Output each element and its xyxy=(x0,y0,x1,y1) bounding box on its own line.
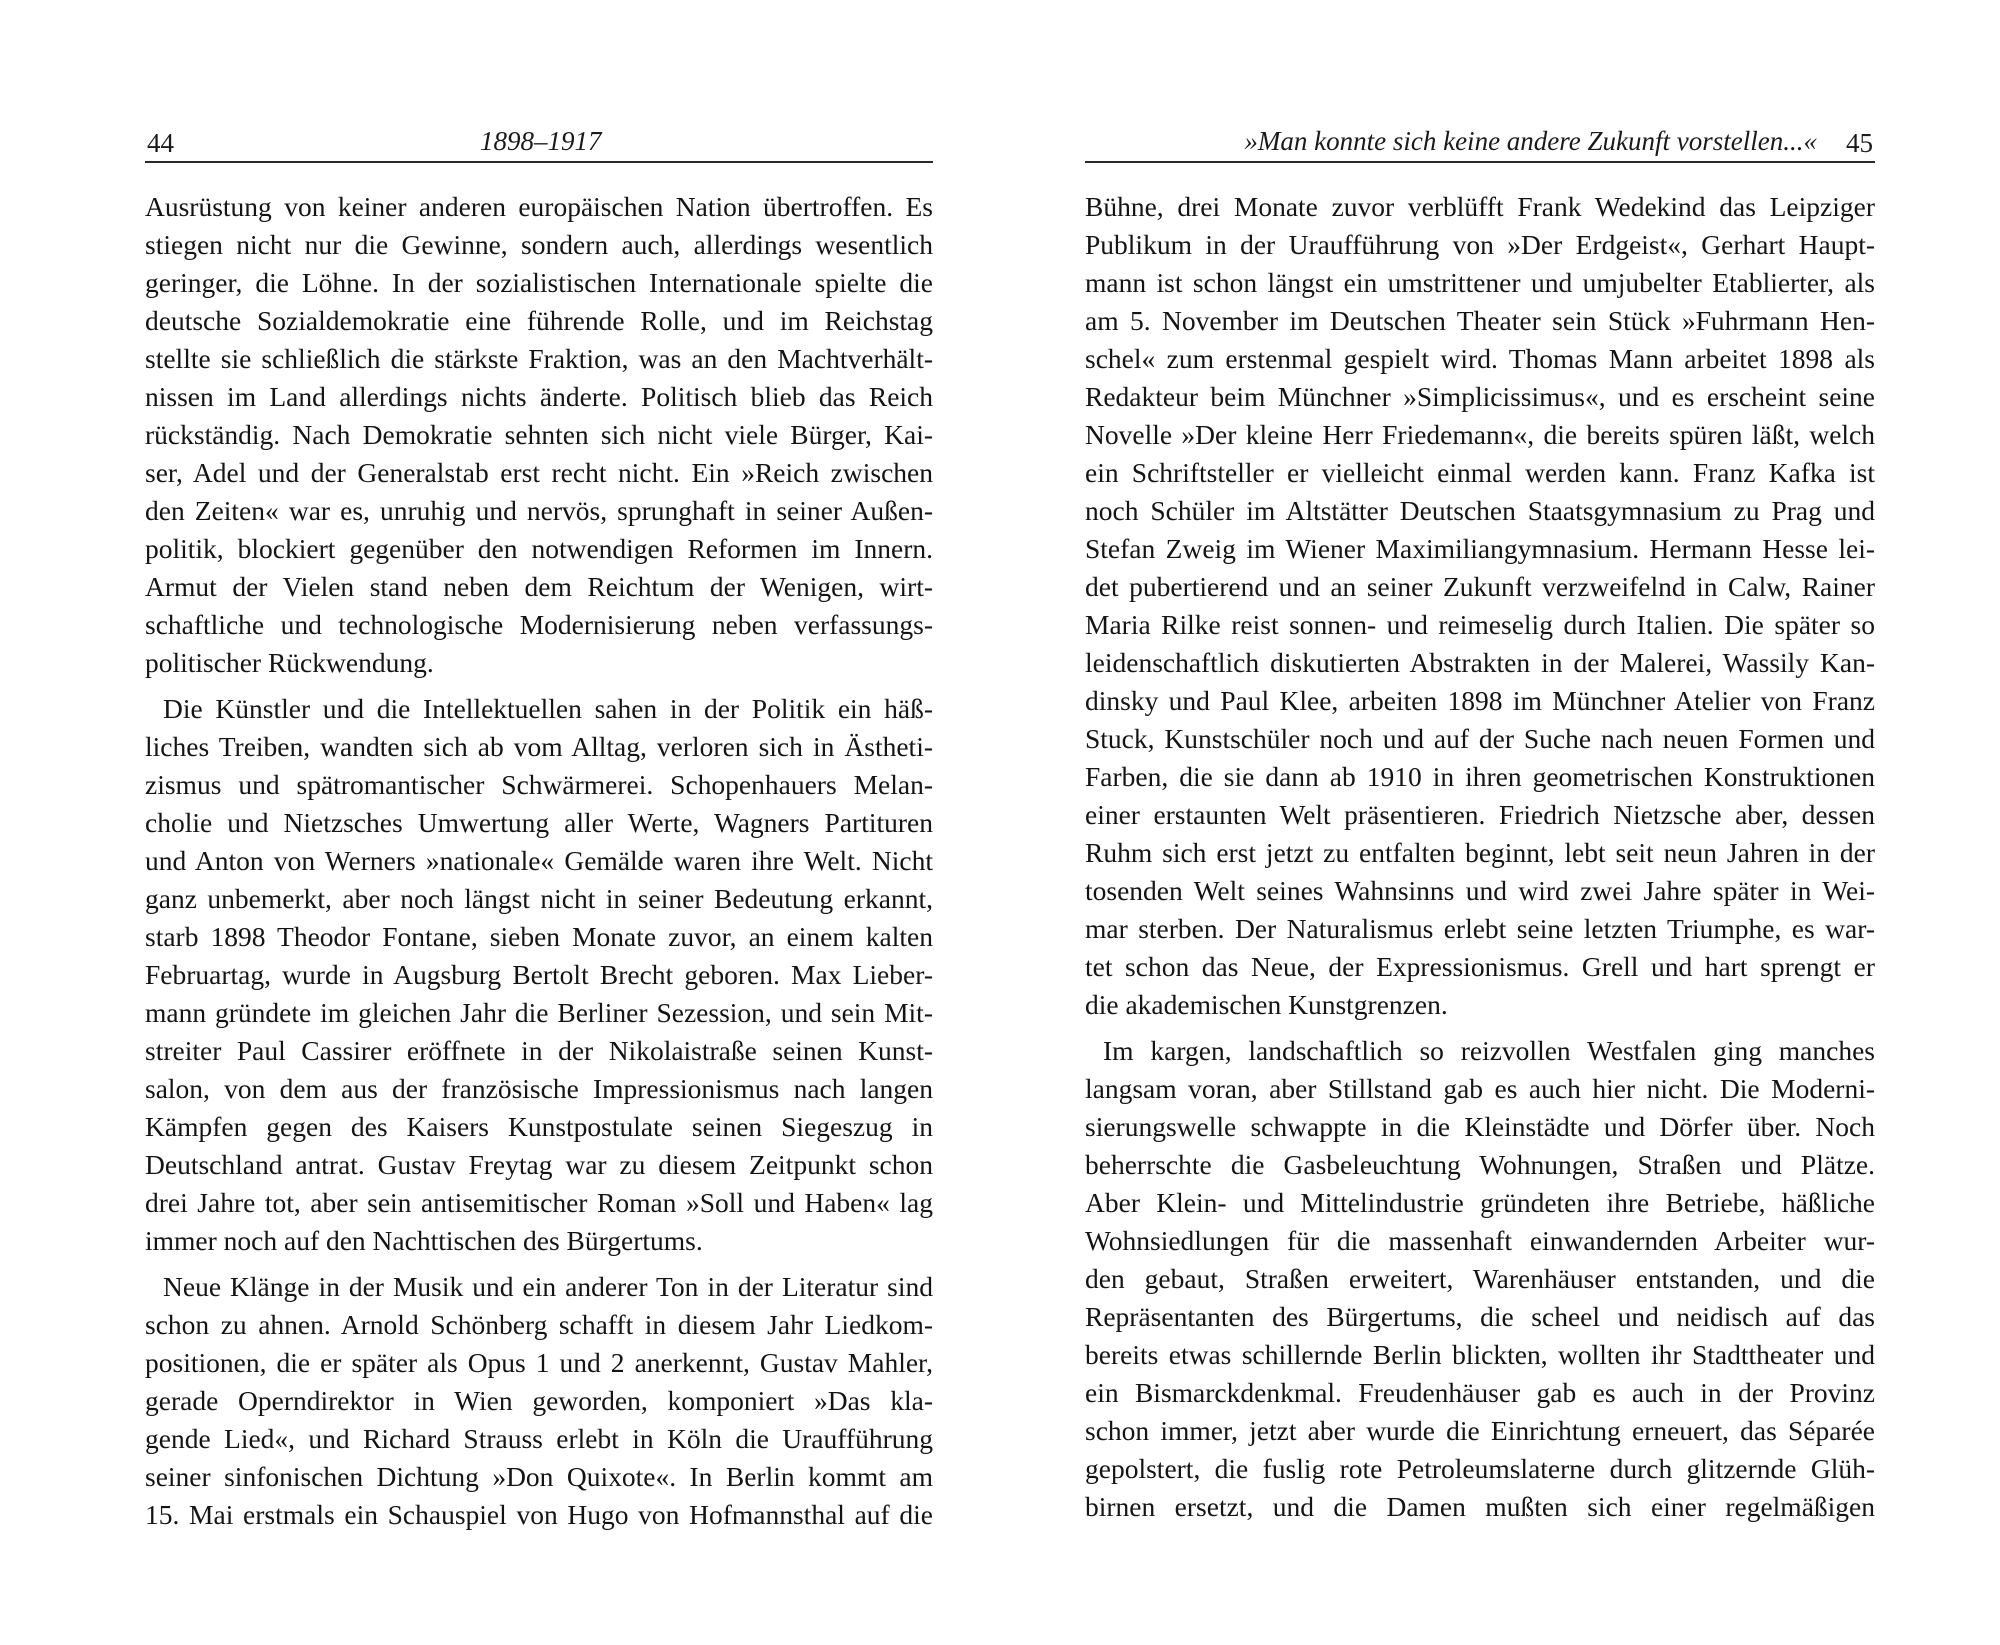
text-line: Armut der Vielen stand neben dem Reichtum der Wenigen, wirt- xyxy=(145,571,933,602)
text-line: Neue Klänge in der Musik und ein anderer Ton in der Literatur sind xyxy=(163,1271,933,1302)
text-line: dinsky und Paul Klee, arbeiten 1898 im Münchner Atelier von Franz xyxy=(1085,685,1875,716)
text-line: deutsche Sozialdemokratie eine führende Rolle, und im Reichstag xyxy=(145,305,933,336)
text-line: Wohnsiedlungen für die massenhaft einwandernden Arbeiter wur- xyxy=(1085,1225,1875,1256)
text-line: Kämpfen gegen des Kaisers Kunstpostulate seinen Siegeszug in xyxy=(145,1111,933,1142)
text-line: rückständig. Nach Demokratie sehnten sich nicht viele Bürger, Kai- xyxy=(145,419,933,450)
text-line: ganz unbemerkt, aber noch längst nicht in seiner Bedeutung erkannt, xyxy=(145,883,933,914)
text-line: mar sterben. Der Naturalismus erlebt seine letzten Triumphe, es war- xyxy=(1085,913,1875,944)
right-page xyxy=(1085,0,1875,1645)
text-line: cholie und Nietzsches Umwertung aller Werte, Wagners Partituren xyxy=(145,807,933,838)
left-page-header xyxy=(145,126,933,164)
text-line: bereits etwas schillernde Berlin blickten, wollten ihr Stadttheater und xyxy=(1085,1339,1875,1370)
text-line: Redakteur beim Münchner »Simplicissimus«, und es erscheint seine xyxy=(1085,381,1875,412)
paragraph-gap xyxy=(145,682,933,690)
text-line: Stefan Zweig im Wiener Maximiliangymnasium. Hermann Hesse lei- xyxy=(1085,533,1875,564)
text-line: politischer Rückwendung. xyxy=(145,647,434,678)
text-line: noch Schüler im Altstätter Deutschen Staatsgymnasium zu Prag und xyxy=(1085,495,1875,526)
text-line: Februartag, wurde in Augsburg Bertolt Brecht geboren. Max Lieber- xyxy=(145,959,933,990)
text-line: seiner sinfonischen Dichtung »Don Quixote«. In Berlin kommt am xyxy=(145,1461,933,1492)
text-line: immer noch auf den Nachttischen des Bürgertums. xyxy=(145,1225,703,1256)
text-line: ein Bismarckdenkmal. Freudenhäuser gab es auch in der Provinz xyxy=(1085,1377,1875,1408)
text-line: Novelle »Der kleine Herr Friedemann«, die bereits spüren läßt, welch xyxy=(1085,419,1875,450)
text-line: leidenschaftlich diskutierten Abstrakten in der Malerei, Wassily Kan- xyxy=(1085,647,1875,678)
left-page-number: 44 xyxy=(147,128,174,158)
left-header-rule xyxy=(145,161,933,163)
text-line: liches Treiben, wandten sich ab vom Alltag, verloren sich in Ästheti- xyxy=(145,731,933,762)
right-header-rule xyxy=(1085,161,1875,163)
text-line: einer erstaunten Welt präsentieren. Friedrich Nietzsche aber, dessen xyxy=(1085,799,1875,830)
text-line: langsam voran, aber Stillstand gab es auch hier nicht. Die Moderni- xyxy=(1085,1073,1875,1104)
right-page-header xyxy=(1085,126,1875,164)
text-line: gepolstert, die fuslig rote Petroleumslaterne durch glitzernde Glüh- xyxy=(1085,1453,1875,1484)
text-line: schon zu ahnen. Arnold Schönberg schafft in diesem Jahr Liedkom- xyxy=(145,1309,933,1340)
text-line: det pubertierend und an seiner Zukunft verzweifelnd in Calw, Rainer xyxy=(1085,571,1875,602)
text-line: ser, Adel und der Generalstab erst recht nicht. Ein »Reich zwischen xyxy=(145,457,933,488)
text-line: die akademischen Kunstgrenzen. xyxy=(1085,989,1448,1020)
text-line: streiter Paul Cassirer eröffnete in der Nikolaistraße seinen Kunst- xyxy=(145,1035,933,1066)
text-line: Stuck, Kunstschüler noch und auf der Suche nach neuen Formen und xyxy=(1085,723,1875,754)
text-line: tosenden Welt seines Wahnsinns und wird zwei Jahre später in Wei- xyxy=(1085,875,1875,906)
text-line: positionen, die er später als Opus 1 und 2 anerkennt, Gustav Mahler, xyxy=(145,1347,933,1378)
right-body-text xyxy=(1085,188,1875,1526)
text-line: am 5. November im Deutschen Theater sein Stück »Fuhrmann Hen- xyxy=(1085,305,1875,336)
text-line: stiegen nicht nur die Gewinne, sondern auch, allerdings wesentlich xyxy=(145,229,933,260)
text-line: Publikum in der Uraufführung von »Der Erdgeist«, Gerhart Haupt- xyxy=(1085,229,1875,260)
text-line: starb 1898 Theodor Fontane, sieben Monate zuvor, an einem kalten xyxy=(145,921,933,952)
text-line: schaftliche und technologische Modernisierung neben verfassungs- xyxy=(145,609,933,640)
left-body-text xyxy=(145,188,933,1534)
text-line: Bühne, drei Monate zuvor verblüfft Frank Wedekind das Leipziger xyxy=(1085,191,1875,222)
right-page-number: 45 xyxy=(1846,128,1873,158)
text-line: den Zeiten« war es, unruhig und nervös, sprunghaft in seiner Außen- xyxy=(145,495,933,526)
text-line: Im kargen, landschaftlich so reizvollen Westfalen ging manches xyxy=(1103,1035,1875,1066)
paragraph-gap xyxy=(145,1260,933,1268)
text-line: salon, von dem aus der französische Impressionismus nach langen xyxy=(145,1073,933,1104)
paragraph-gap xyxy=(1085,1024,1875,1032)
text-line: gende Lied«, und Richard Strauss erlebt in Köln die Uraufführung xyxy=(145,1423,933,1454)
text-line: Repräsentanten des Bürgertums, die scheel und neidisch auf das xyxy=(1085,1301,1875,1332)
text-line: nissen im Land allerdings nichts änderte. Politisch blieb das Reich xyxy=(145,381,933,412)
text-line: mann ist schon längst ein umstrittener und umjubelter Etablierter, als xyxy=(1085,267,1875,298)
text-line: ein Schriftsteller er vielleicht einmal werden kann. Franz Kafka ist xyxy=(1085,457,1875,488)
text-line: Maria Rilke reist sonnen- und reimeselig durch Italien. Die später so xyxy=(1085,609,1875,640)
right-running-head: »Man konnte sich keine andere Zukunft vorstellen...« xyxy=(1244,126,1817,156)
left-running-head: 1898–1917 xyxy=(480,126,602,156)
text-line: tet schon das Neue, der Expressionismus. Grell und hart sprengt er xyxy=(1085,951,1875,982)
text-line: politik, blockiert gegenüber den notwendigen Reformen im Innern. xyxy=(145,533,933,564)
text-line: beherrschte die Gasbeleuchtung Wohnungen, Straßen und Plätze. xyxy=(1085,1149,1875,1180)
text-line: sierungswelle schwappte in die Kleinstädte und Dörfer über. Noch xyxy=(1085,1111,1875,1142)
left-page xyxy=(145,0,933,1645)
text-line: Ruhm sich erst jetzt zu entfalten beginnt, lebt seit neun Jahren in der xyxy=(1085,837,1875,868)
text-line: schel« zum erstenmal gespielt wird. Thomas Mann arbeitet 1898 als xyxy=(1085,343,1875,374)
text-line: und Anton von Werners »nationale« Gemälde waren ihre Welt. Nicht xyxy=(145,845,933,876)
text-line: Farben, die sie dann ab 1910 in ihren geometrischen Konstruktionen xyxy=(1085,761,1875,792)
text-line: drei Jahre tot, aber sein antisemitischer Roman »Soll und Haben« lag xyxy=(145,1187,933,1218)
text-line: stellte sie schließlich die stärkste Fraktion, was an den Machtverhält- xyxy=(145,343,933,374)
text-line: birnen ersetzt, und die Damen mußten sich einer regelmäßigen xyxy=(1085,1491,1875,1522)
text-line: gerade Operndirektor in Wien geworden, komponiert »Das kla- xyxy=(145,1385,933,1416)
text-line: schon immer, jetzt aber wurde die Einrichtung erneuert, das Séparée xyxy=(1085,1415,1875,1446)
text-line: Ausrüstung von keiner anderen europäischen Nation übertroffen. Es xyxy=(145,191,933,222)
text-line: Die Künstler und die Intellektuellen sahen in der Politik ein häß- xyxy=(163,693,933,724)
text-line: Deutschland antrat. Gustav Freytag war zu diesem Zeitpunkt schon xyxy=(145,1149,933,1180)
text-line: den gebaut, Straßen erweitert, Warenhäuser entstanden, und die xyxy=(1085,1263,1875,1294)
text-line: Aber Klein- und Mittelindustrie gründeten ihre Betriebe, häßliche xyxy=(1085,1187,1875,1218)
text-line: zismus und spätromantischer Schwärmerei. Schopenhauers Melan- xyxy=(145,769,933,800)
text-line: 15. Mai erstmals ein Schauspiel von Hugo von Hofmannsthal auf die xyxy=(145,1499,933,1530)
text-line: geringer, die Löhne. In der sozialistischen Internationale spielte die xyxy=(145,267,933,298)
text-line: mann gründete im gleichen Jahr die Berliner Sezession, und sein Mit- xyxy=(145,997,933,1028)
